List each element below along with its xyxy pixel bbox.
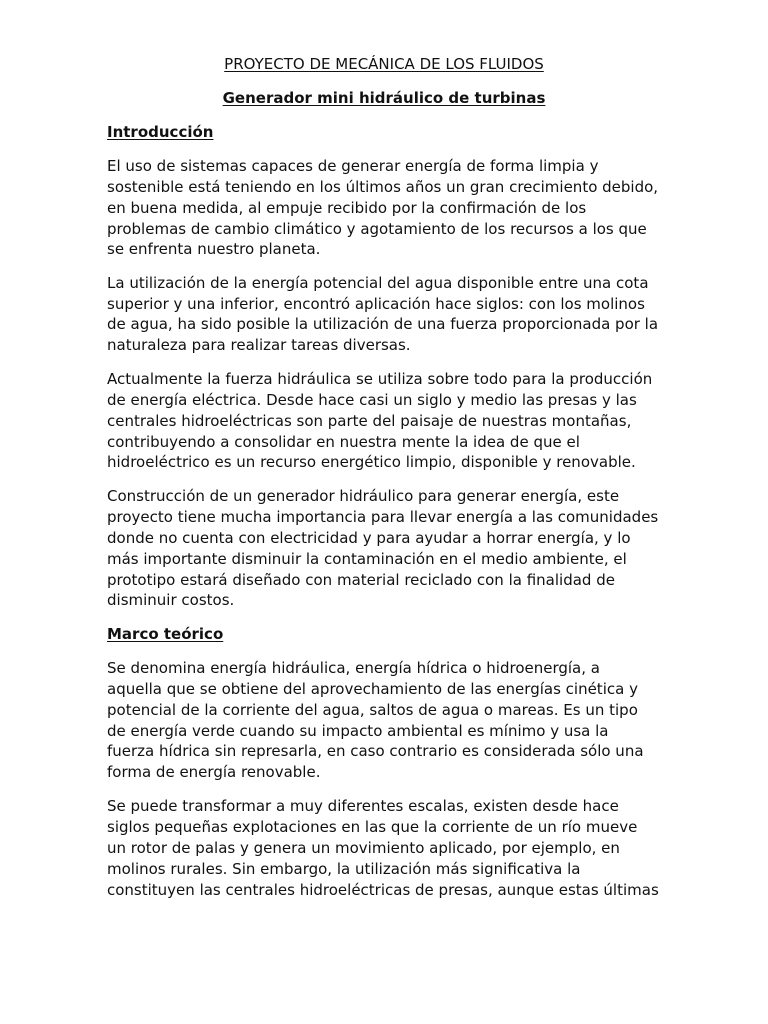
text-line: en buena medida, al empuje recibido por la confirmación de los	[107, 199, 587, 217]
text-line: donde no cuenta con electricidad y para ayudar a horrar energía, y lo	[107, 529, 631, 547]
text-line: Actualmente la fuerza hidráulica se utiliza sobre todo para la producción	[107, 370, 653, 388]
text-line: de agua, ha sido posible la utilización de una fuerza proporcionada por la	[107, 315, 659, 333]
text-line: problemas de cambio climático y agotamiento de los recursos a los que	[107, 220, 647, 238]
text-line: El uso de sistemas capaces de generar energía de forma limpia y	[107, 157, 599, 175]
text-line: se enfrenta nuestro planeta.	[107, 240, 321, 258]
text-line: un rotor de palas y genera un movimiento aplicado, por ejemplo, en	[107, 839, 620, 857]
text-line: proyecto tiene mucha importancia para llevar energía a las comunidades	[107, 508, 659, 526]
text-line: hidroeléctrico es un recurso energético limpio, disponible y renovable.	[107, 453, 636, 471]
text-line: potencial de la corriente del agua, saltos de agua o mareas. Es un tipo	[107, 701, 638, 719]
text-line: sostenible está teniendo en los últimos años un gran crecimiento debido,	[107, 178, 659, 196]
section-heading-marco-teorico: Marco teórico	[107, 625, 224, 643]
document-title: PROYECTO DE MECÁNICA DE LOS FLUIDOS	[224, 55, 544, 73]
text-line: Se denomina energía hidráulica, energía hídrica o hidroenergía, a	[107, 659, 600, 677]
text-line: siglos pequeñas explotaciones en las que la corriente de un río mueve	[107, 818, 638, 836]
text-line: prototipo estará diseñado con material reciclado con la finalidad de	[107, 571, 615, 589]
text-line: La utilización de la energía potencial del agua disponible entre una cota	[107, 274, 649, 292]
text-line: forma de energía renovable.	[107, 763, 321, 781]
text-line: Construcción de un generador hidráulico para generar energía, este	[107, 487, 620, 505]
text-line: molinos rurales. Sin embargo, la utilización más significativa la	[107, 860, 581, 878]
text-line: constituyen las centrales hidroeléctricas de presas, aunque estas últimas	[107, 881, 659, 899]
text-line: de energía eléctrica. Desde hace casi un siglo y medio las presas y las	[107, 391, 637, 409]
text-line: fuerza hídrica sin represarla, en caso contrario es considerada sólo una	[107, 742, 644, 760]
text-line: centrales hidroeléctricas son parte del paisaje de nuestras montañas,	[107, 412, 632, 430]
text-line: naturaleza para realizar tareas diversas.	[107, 336, 411, 354]
text-line: más importante disminuir la contaminación en el medio ambiente, el	[107, 550, 627, 568]
text-line: de energía verde cuando su impacto ambiental es mínimo y usa la	[107, 722, 609, 740]
text-line: disminuir costos.	[107, 591, 235, 609]
section-heading-introduccion: Introducción	[107, 123, 214, 141]
text-line: contribuyendo a consolidar en nuestra mente la idea de que el	[107, 433, 580, 451]
text-line: aquella que se obtiene del aprovechamiento de las energías cinética y	[107, 680, 638, 698]
document-subtitle: Generador mini hidráulico de turbinas	[222, 89, 546, 107]
text-line: Se puede transformar a muy diferentes escalas, existen desde hace	[107, 797, 619, 815]
text-line: superior y una inferior, encontró aplicación hace siglos: con los molinos	[107, 295, 645, 313]
